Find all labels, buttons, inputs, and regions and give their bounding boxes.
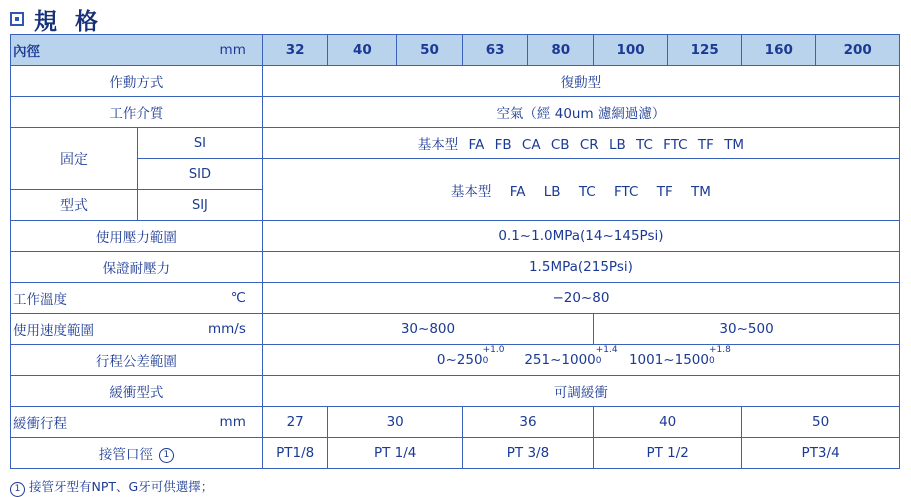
table-row-port-size [11, 438, 900, 469]
fixed-type-label-1: 固定 [11, 128, 138, 190]
table-row-actuation [11, 66, 900, 97]
port-size-value-1: PT1/8 [262, 438, 328, 469]
page-title [0, 0, 911, 34]
table-row-cushion-stroke [11, 407, 900, 438]
cushion-type-value: 可調緩衝 [262, 376, 899, 407]
fixed-type-sij-label: SIJ [137, 190, 262, 221]
page-title-text: 規 格 [34, 8, 104, 35]
temperature-unit: ℃ [230, 290, 246, 306]
bore-size-100: 100 [594, 35, 668, 66]
port-size-value-5: PT3/4 [742, 438, 900, 469]
bore-size-63: 63 [462, 35, 528, 66]
temperature-value: −20~80 [262, 283, 899, 314]
speed-range-value-2: 30~500 [594, 314, 900, 345]
table-row-media [11, 97, 900, 128]
bore-unit: mm [219, 42, 246, 58]
stroke-tol-item-3: 1001~1500 +1.8 0 [628, 345, 731, 368]
proof-pressure-label: 保證耐壓力 [11, 252, 263, 283]
port-size-value-4: PT 1/2 [594, 438, 742, 469]
cushion-stroke-label: 緩衝行程 [13, 416, 67, 432]
cushion-stroke-value-5: 50 [742, 407, 900, 438]
stroke-tolerance-label: 行程公差範圍 [11, 345, 263, 376]
port-size-value-2: PT 1/4 [328, 438, 462, 469]
pressure-range-value: 0.1~1.0MPa(14~145Psi) [262, 221, 899, 252]
bore-size-40: 40 [328, 35, 397, 66]
bore-label: 內徑 [13, 44, 40, 60]
cushion-type-label: 緩衝型式 [11, 376, 263, 407]
media-label: 工作介質 [11, 97, 263, 128]
actuation-value: 復動型 [262, 66, 899, 97]
cushion-stroke-value-2: 30 [328, 407, 462, 438]
bore-size-125: 125 [668, 35, 742, 66]
table-row-bore [11, 35, 900, 66]
table-row-pressure-range [11, 221, 900, 252]
bore-size-160: 160 [742, 35, 816, 66]
cushion-stroke-value-4: 40 [594, 407, 742, 438]
stroke-tol-item-1: 0~250 +1.0 0 [436, 345, 505, 368]
cushion-stroke-label-cell [11, 407, 263, 438]
bore-size-200: 200 [816, 35, 900, 66]
actuation-label: 作動方式 [11, 66, 263, 97]
bore-size-80: 80 [528, 35, 594, 66]
cushion-stroke-value-3: 36 [462, 407, 593, 438]
cushion-stroke-unit: mm [219, 414, 246, 430]
fixed-type-si-label: SI [137, 128, 262, 159]
pressure-range-label: 使用壓力範圍 [11, 221, 263, 252]
bore-size-50: 50 [397, 35, 463, 66]
stroke-tol-sup-2: +1.4 0 [595, 345, 618, 367]
port-size-value-3: PT 3/8 [462, 438, 593, 469]
media-value: 空氣（經 40um 濾網過濾） [262, 97, 899, 128]
fixed-type-label-2: 型式 [11, 190, 138, 221]
table-row-temperature [11, 283, 900, 314]
table-row-speed-range [11, 314, 900, 345]
port-size-label-cell [11, 438, 263, 469]
temperature-label-cell [11, 283, 263, 314]
bullet-square-icon [10, 12, 24, 26]
cushion-stroke-value-1: 27 [262, 407, 328, 438]
proof-pressure-value: 1.5MPa(215Psi) [262, 252, 899, 283]
speed-range-value-1: 30~800 [262, 314, 593, 345]
speed-range-unit: mm/s [207, 321, 246, 337]
footnote-marker-icon: 1 [159, 448, 174, 463]
table-row-cushion-type [11, 376, 900, 407]
footnote-text: 接管牙型有NPT、G牙可供選擇； [29, 479, 214, 494]
bore-size-32: 32 [262, 35, 328, 66]
footnote-number-icon: 1 [10, 482, 25, 497]
stroke-tol-sup-3: +1.8 0 [708, 345, 731, 367]
port-size-label: 接管口徑 [98, 447, 153, 463]
bore-label-cell [11, 35, 263, 66]
speed-range-label-cell [11, 314, 263, 345]
footnote [10, 477, 911, 497]
fixed-type-si-value: 基本型 FA FB CA CB CR LB TC FTC TF TM [262, 128, 899, 159]
temperature-label: 工作溫度 [13, 292, 67, 308]
table-row-fixed-sid [11, 159, 900, 190]
fixed-type-sid-value: 基本型 FA LB TC FTC TF TM [262, 159, 899, 221]
fixed-type-sid-label: SID [137, 159, 262, 190]
stroke-tolerance-values [262, 345, 899, 376]
specification-table [10, 34, 900, 469]
stroke-tol-sup-1: +1.0 0 [482, 345, 505, 367]
speed-range-label: 使用速度範圍 [13, 323, 94, 339]
table-row-stroke-tolerance [11, 345, 900, 376]
table-row-fixed-si [11, 128, 900, 159]
table-row-proof-pressure [11, 252, 900, 283]
stroke-tol-item-2: 251~1000 +1.4 0 [524, 345, 618, 368]
